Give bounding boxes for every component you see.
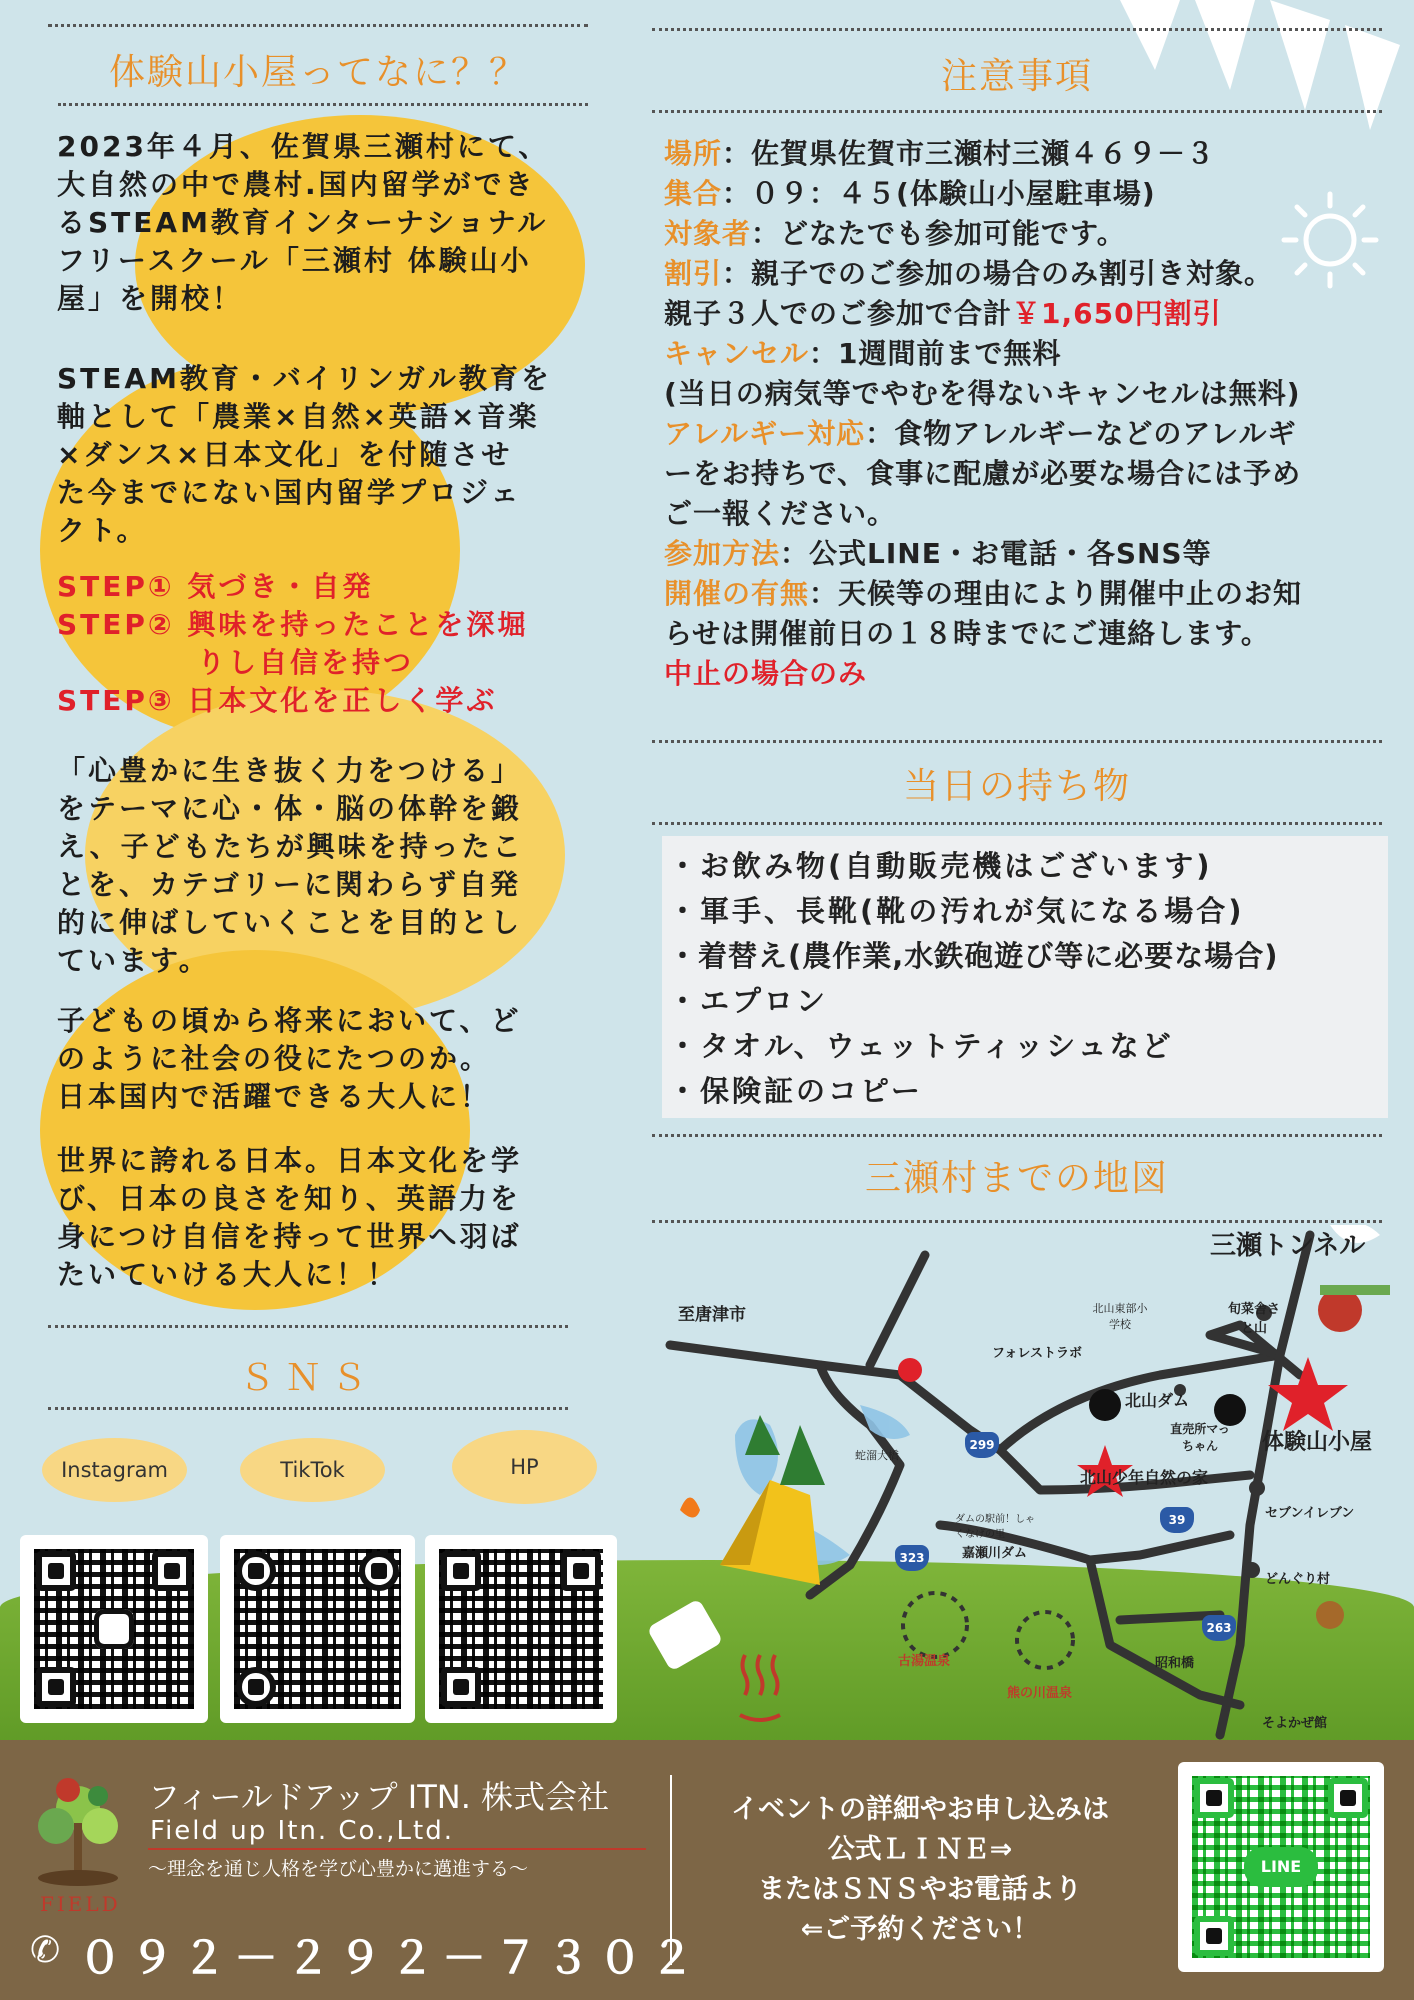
map-label-bridge: 蛇溜大橋: [855, 1449, 899, 1462]
about-title: 体験山小屋ってなに？？: [108, 52, 527, 93]
map-label-chokubai: 直売所マっちゃん: [1170, 1422, 1230, 1453]
map-label-showa: 昭和橋: [1155, 1656, 1195, 1671]
map-label-hut: 体験山小屋: [1262, 1430, 1373, 1455]
map-label-karatsu: 至唐津市: [678, 1305, 746, 1325]
list-item: ・着替え(農作業,水鉄砲遊び等に必要な場合): [668, 939, 1279, 973]
divider: [652, 740, 1382, 743]
belongings-title: 当日の持ち物: [902, 766, 1131, 807]
notice-list: 場所：佐賀県佐賀市三瀬村三瀬４６９－３ 集合：０９：４５(体験山小屋駐車場) 対象者：どなたでも参加可能です。 割引：親子でのご参加の場合のみ割引き対象。 親子３人でのご参加で合計￥1,650円割引 キャンセル：1週間前まで無料 (当日の病気等でやむを得ないキャンセルは無料) アレルギー対応：食物アレルギーなどのアレルギ ーをお持ちで、食事に配慮が必要な場合には予め ご一報ください。 参加方法：公式LINE・お電話・各SNS等 開催の有無：天候等の理由により開催中止のお知 らせは開催前日の１８時までにご連絡します。 中止の場合のみ: [664, 137, 1303, 690]
map-label-kumanokawa: 熊の川温泉: [1007, 1686, 1073, 1701]
map-label-soyokaze: そよかぜ館: [1262, 1716, 1328, 1731]
list-item: ・保険証のコピー: [668, 1074, 923, 1108]
list-item: ・タオル、ウェットティッシュなど: [668, 1029, 1174, 1063]
footer: [0, 1740, 1414, 2000]
notice-title: 注意事項: [940, 56, 1093, 97]
route-39-badge: 39: [1160, 1507, 1194, 1533]
steps-list: STEP① 気づき・自発 STEP② 興味を持ったことを深堀 りし自信を持つ STEP③ 日本文化を正しく学ぶ: [57, 570, 529, 717]
instagram-icon: [94, 1609, 134, 1649]
divider: [48, 1407, 568, 1410]
onsen-icon: [740, 1655, 780, 1720]
divider: [652, 1220, 1382, 1223]
tiktok-qr-code[interactable]: [220, 1535, 415, 1723]
map-label-furuyu: 古湯温泉: [898, 1654, 951, 1669]
map-label-shunsai: 旬菜舎さと山: [1228, 1302, 1281, 1336]
world-paragraph: 世界に誇れる日本。日本文化を学 び、日本の良さを知り、英語力を 身につけ自信を持って世界へ羽ば たいていける大人に！！: [57, 1144, 523, 1291]
phone-icon: ✆: [30, 1930, 61, 1971]
future-paragraph: 子どもの頃から将来において、ど のように社会の役にたつのか。 日本国内で活躍できる大人に！: [57, 1004, 522, 1113]
map-title: 三瀬村までの地図: [864, 1158, 1169, 1199]
map-label-school: 北山東部小学校: [1092, 1302, 1148, 1331]
hp-qr-code[interactable]: [425, 1535, 617, 1723]
company-logo-tree-icon: [28, 1768, 128, 1898]
watering-can-icon: [647, 1598, 724, 1671]
line-icon: LINE: [1244, 1847, 1318, 1887]
divider: [48, 24, 588, 27]
intro-paragraph: 2023年４月、佐賀県三瀬村にて、 大自然の中で農村.国内留学ができ るSTEAM教育インターナショナル フリースクール「三瀬村 体験山小 屋」を開校！: [57, 130, 550, 315]
list-item: ・お飲み物(自動販売機はございます): [668, 849, 1213, 883]
instagram-link[interactable]: Instagram: [42, 1438, 187, 1502]
area-map: [640, 1225, 1414, 1740]
map-label-donguri: どんぐり村: [1265, 1572, 1331, 1587]
map-label-seven: セブンイレブン: [1265, 1506, 1355, 1521]
map-label-dam: 北山ダム: [1125, 1391, 1190, 1410]
company-logo-text: FIELD: [40, 1892, 121, 1916]
belongings-panel: [662, 836, 1388, 1118]
company-motto: ～理念を通じ人格を学び心豊かに邁進する～: [148, 1858, 529, 1880]
phone-number[interactable]: ０９２－２９２－７３０２: [78, 1933, 702, 1984]
cta-text: イベントの詳細やお申し込みは 公式ＬＩＮＥ⇒ またはＳＮＳやお電話より ⇐ご予約ください！: [731, 1794, 1109, 1945]
steam-paragraph: STEAM教育・バイリンガル教育を 軸として「農業×自然×英語×音楽 ×ダンス×日本文化」を付随させ た今までにない国内留学プロジェ クト。: [57, 362, 552, 547]
footer-divider: [670, 1775, 672, 1965]
map-label-forest: フォレストラボ: [992, 1346, 1082, 1361]
divider: [652, 1134, 1382, 1137]
sns-title: ＳＮＳ: [238, 1358, 377, 1399]
list-item: ・エプロン: [668, 984, 829, 1018]
divider: [48, 1325, 568, 1328]
route-323-badge: 323: [895, 1545, 929, 1571]
divider: [652, 822, 1382, 825]
company-name-jp: フィールドアップ ITN. 株式会社: [148, 1778, 610, 1816]
divider: [58, 103, 588, 106]
theme-paragraph: 「心豊かに生き抜く力をつける」 をテーマに心・体・脳の体幹を鍛 え、子どもたちが興味を持ったこ とを、カテゴリーに関わらず自発 的に伸ばしていくことを目的とし ています。: [57, 754, 524, 977]
bbq-icon: [1318, 1285, 1390, 1332]
company-divider: [148, 1848, 646, 1850]
map-label-kase: 嘉瀬川ダム: [962, 1546, 1028, 1561]
company-name-en: Field up Itn. Co.,Ltd.: [150, 1816, 454, 1846]
route-263-badge: 263: [1202, 1615, 1236, 1641]
divider: [652, 110, 1382, 113]
map-label-youth: 北山少年自然の家: [1080, 1468, 1209, 1487]
map-label-tunnel: 三瀬トンネル: [1210, 1231, 1366, 1261]
list-item: ・軍手、長靴(靴の汚れが気になる場合): [668, 894, 1245, 928]
map-label-kase-note: ダムの駅前！しゃくなげの里: [955, 1514, 1035, 1540]
hp-link[interactable]: HP: [452, 1430, 597, 1504]
line-qr-code[interactable]: [1178, 1762, 1384, 1972]
route-299-badge: 299: [965, 1432, 999, 1458]
instagram-qr-code[interactable]: [20, 1535, 208, 1723]
tiktok-link[interactable]: TikTok: [240, 1438, 385, 1502]
divider: [652, 28, 1382, 31]
